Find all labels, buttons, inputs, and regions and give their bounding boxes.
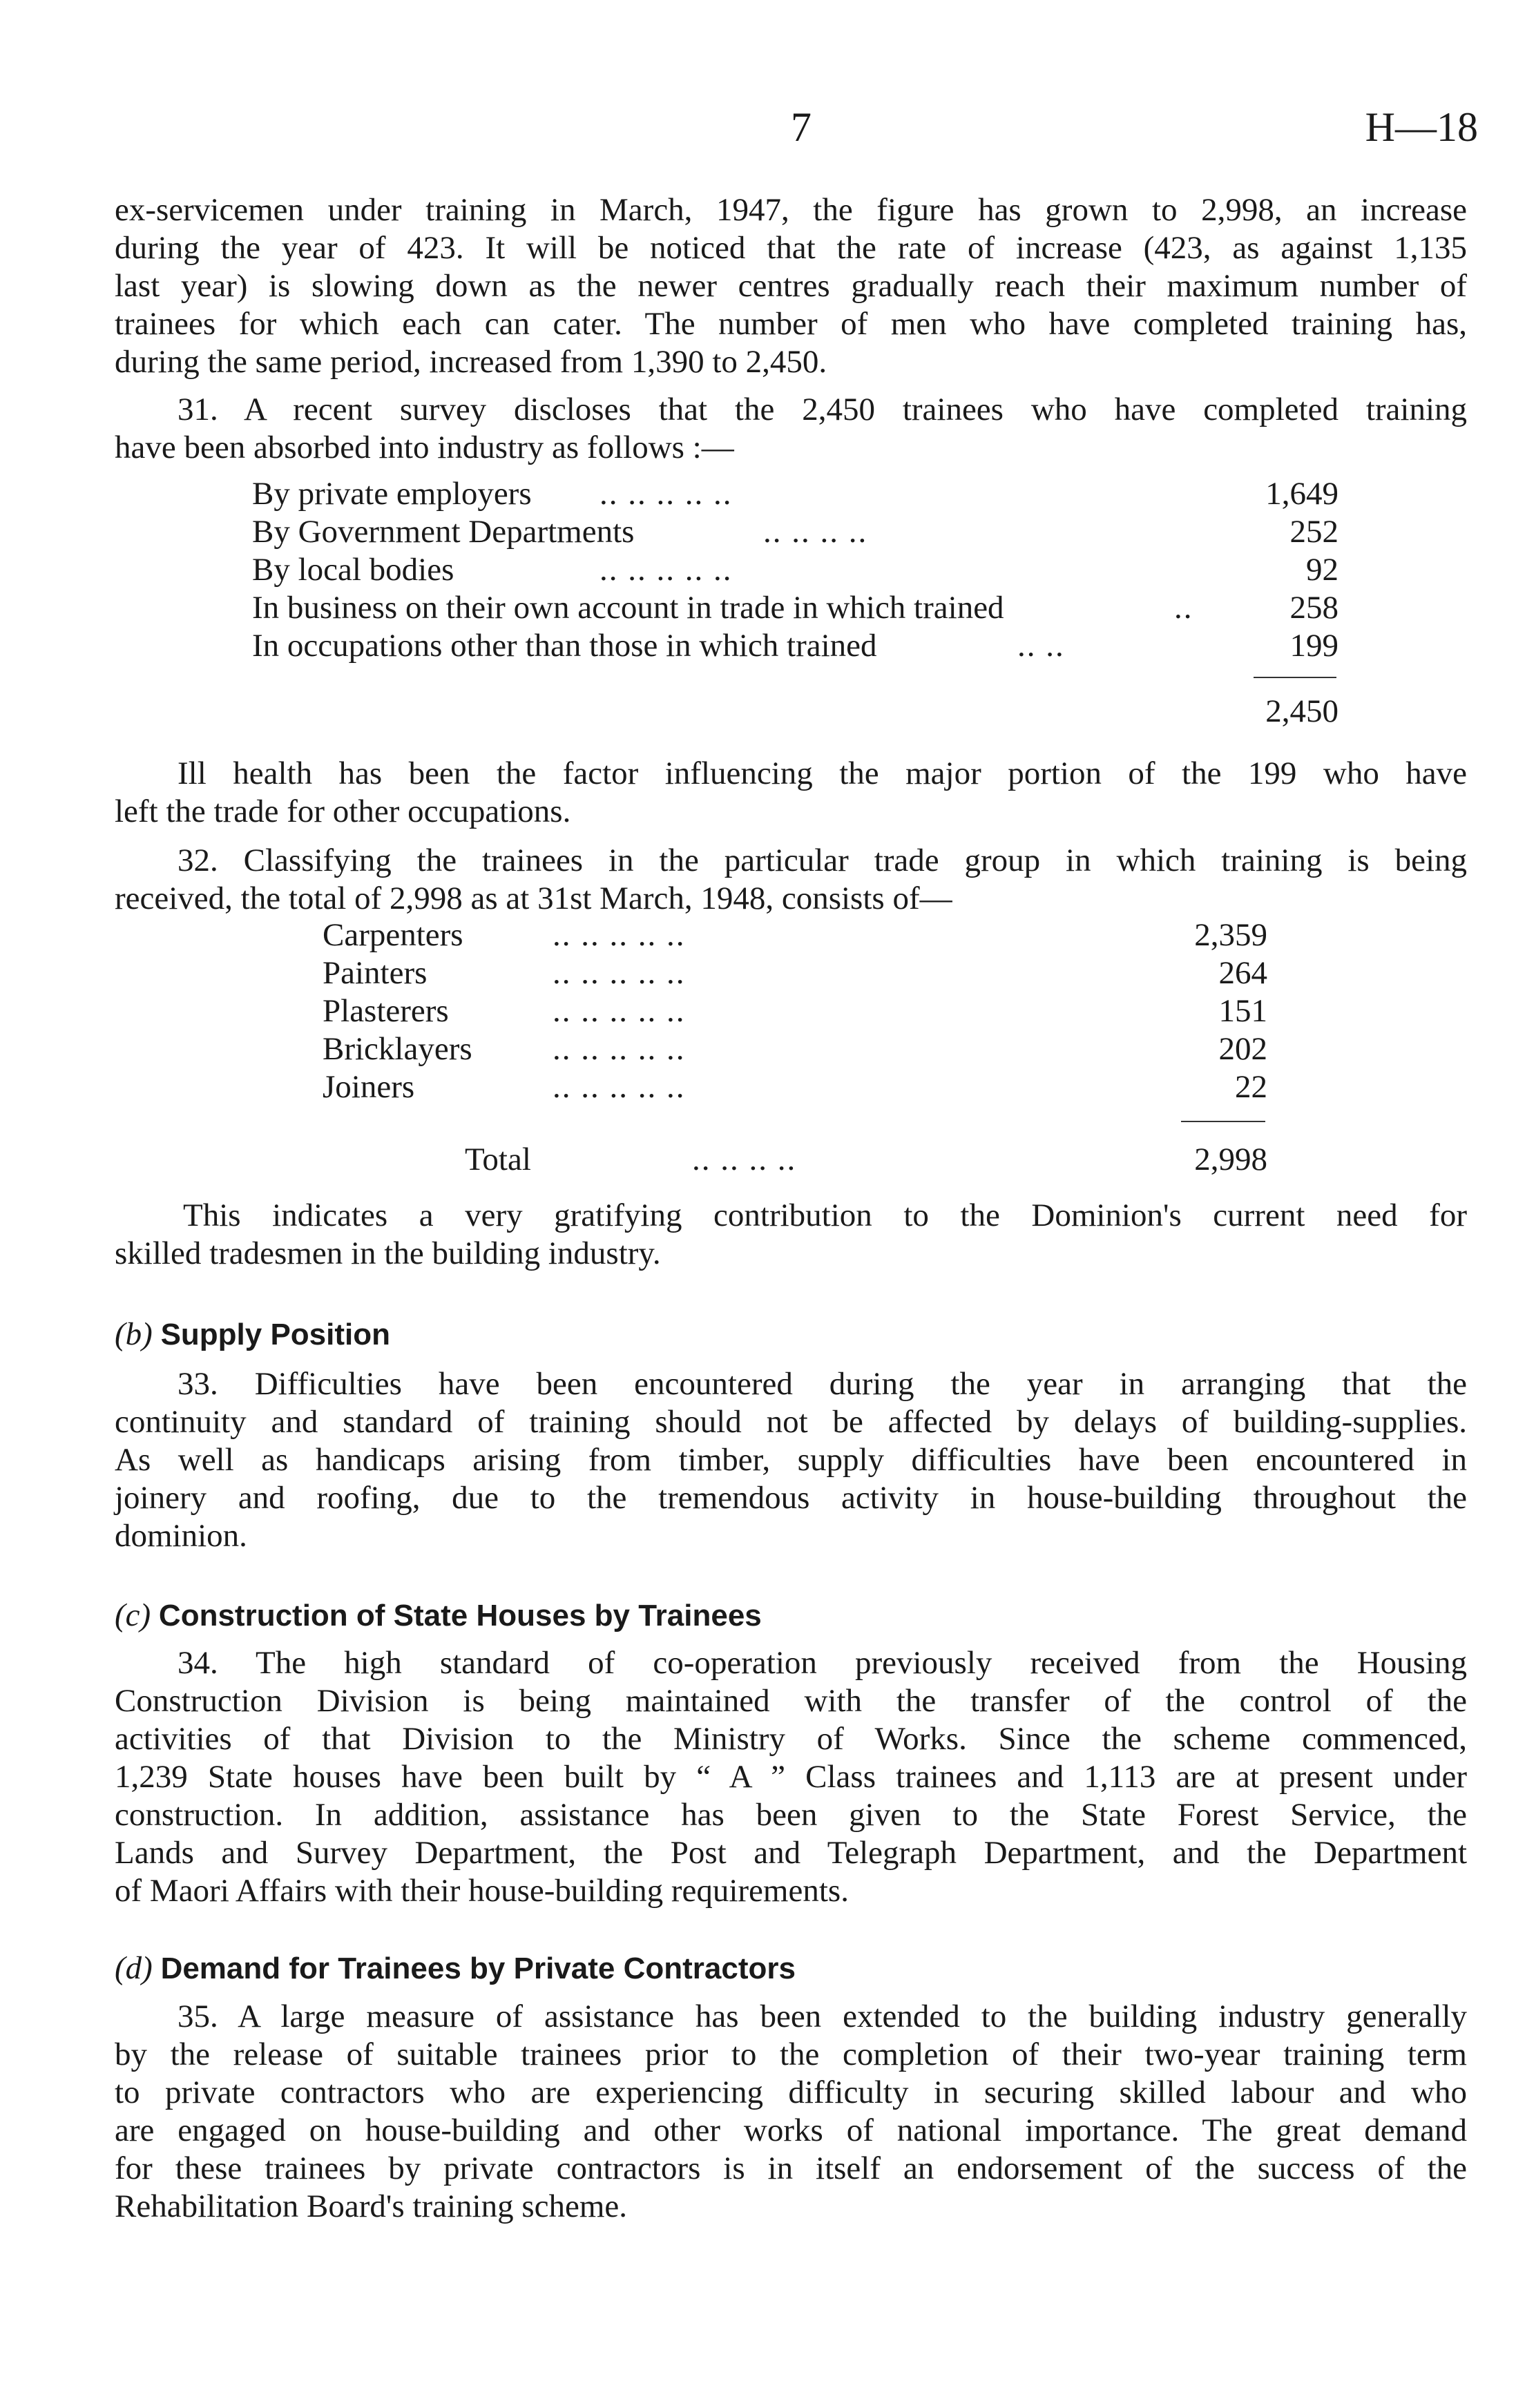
text-line: Rehabilitation Board's training scheme. (115, 2188, 628, 2224)
row-label: Bricklayers (323, 1031, 472, 1067)
text-line: received, the total of 2,998 as at 31st March, 1948, consists of— (115, 880, 952, 916)
row-value: 22 (1235, 1069, 1267, 1105)
page-number: 7 (791, 104, 812, 150)
row-value: 258 (1289, 590, 1339, 626)
text-line: have been absorbed into industry as follows :— (115, 430, 734, 465)
row-dots: .. (1174, 590, 1193, 626)
section-title: Demand for Trainees by Private Contractors (160, 1952, 796, 1985)
section-letter: (b) (115, 1316, 153, 1352)
section-title: Supply Position (160, 1318, 391, 1351)
section-heading-state-houses (115, 1597, 762, 1635)
text-line: Lands and Survey Department, the Post and Telegraph Department, and the Department (115, 1835, 1467, 1871)
row-dots: .. .. .. .. .. (553, 917, 686, 953)
row-dots: .. .. .. .. .. (553, 1069, 686, 1105)
row-value: 2,359 (1194, 917, 1267, 953)
row-label: In business on their own account in trade in which trained (252, 590, 1004, 626)
text-line: This indicates a very gratifying contribution to the Dominion's current need for (183, 1197, 1467, 1233)
row-dots: .. .. .. .. .. (553, 955, 686, 991)
row-label: By private employers (252, 476, 532, 512)
total-dots: .. .. .. .. (692, 1142, 797, 1177)
section-letter: (d) (115, 1950, 153, 1986)
section-heading-supply-position (115, 1316, 390, 1354)
row-value: 92 (1306, 552, 1339, 588)
text-line: Ill health has been the factor influencing the major portion of the 199 who have (177, 755, 1467, 791)
row-dots: .. .. .. .. .. (599, 552, 733, 588)
text-line: during the same period, increased from 1,390 to 2,450. (115, 344, 827, 380)
section-title: Construction of State Houses by Trainees (158, 1599, 762, 1632)
text-line: continuity and standard of training should not be affected by delays of building-supplies. (115, 1404, 1467, 1440)
row-value: 199 (1289, 628, 1339, 664)
row-label: By Government Departments (252, 514, 635, 550)
text-line: joinery and roofing, due to the tremendous activity in house-building throughout the (115, 1480, 1467, 1516)
text-line: to private contractors who are experiencing difficulty in securing skilled labour and who (115, 2074, 1467, 2110)
text-line: Construction Division is being maintained with the transfer of the control of the (115, 1683, 1467, 1719)
row-label: In occupations other than those in which trained (252, 628, 877, 664)
text-line: of Maori Affairs with their house-building requirements. (115, 1873, 849, 1909)
total-label: Total (465, 1142, 531, 1177)
document-code: H—18 (1365, 104, 1478, 150)
row-dots: .. .. .. .. .. (553, 1031, 686, 1067)
row-label: Joiners (323, 1069, 415, 1105)
sum-rule (1181, 1121, 1265, 1122)
row-value: 264 (1218, 955, 1267, 991)
text-line: activities of that Division to the Ministry of Works. Since the scheme commenced, (115, 1721, 1467, 1757)
text-line: are engaged on house-building and other works of national importance. The great demand (115, 2112, 1467, 2148)
row-value: 252 (1289, 514, 1339, 550)
text-line: 32. Classifying the trainees in the particular trade group in which training is being (177, 842, 1467, 878)
text-line: dominion. (115, 1518, 247, 1554)
text-line: for these trainees by private contractors is in itself an endorsement of the success of the (115, 2150, 1467, 2186)
row-label: Painters (323, 955, 428, 991)
text-line: last year) is slowing down as the newer centres gradually reach their maximum number of (115, 268, 1467, 304)
text-line: As well as handicaps arising from timber, supply difficulties have been encountered in (115, 1442, 1467, 1478)
text-line: trainees for which each can cater. The number of men who have completed training has, (115, 306, 1467, 342)
text-line: 33. Difficulties have been encountered during the year in arranging that the (177, 1366, 1467, 1402)
row-label: Carpenters (323, 917, 463, 953)
row-value: 1,649 (1265, 476, 1339, 512)
text-line: during the year of 423. It will be noticed that the rate of increase (423, as against 1,135 (115, 230, 1467, 266)
text-line: 34. The high standard of co-operation previously received from the Housing (177, 1645, 1467, 1681)
total-value: 2,450 (1265, 693, 1339, 729)
text-line: 1,239 State houses have been built by “ A ” Class trainees and 1,113 are at present under (115, 1759, 1467, 1795)
row-dots: .. .. (1017, 628, 1065, 664)
text-line: skilled tradesmen in the building industry. (115, 1235, 661, 1271)
text-line: construction. In addition, assistance has been given to the State Forest Service, the (115, 1797, 1467, 1833)
section-letter: (c) (115, 1597, 151, 1633)
text-line: by the release of suitable trainees prior to the completion of their two-year training term (115, 2036, 1467, 2072)
row-label: By local bodies (252, 552, 454, 588)
row-dots: .. .. .. .. .. (599, 476, 733, 512)
row-dots: .. .. .. .. (763, 514, 868, 550)
total-value: 2,998 (1194, 1142, 1267, 1177)
section-heading-private-contractors (115, 1949, 796, 1987)
text-line: 35. A large measure of assistance has been extended to the building industry generally (177, 1998, 1467, 2034)
row-label: Plasterers (323, 993, 449, 1029)
text-line: ex-servicemen under training in March, 1947, the figure has grown to 2,998, an increase (115, 192, 1467, 228)
text-line: 31. A recent survey discloses that the 2,450 trainees who have completed training (177, 392, 1467, 427)
row-dots: .. .. .. .. .. (553, 993, 686, 1029)
sum-rule (1254, 677, 1336, 678)
text-line: left the trade for other occupations. (115, 793, 571, 829)
row-value: 151 (1218, 993, 1267, 1029)
row-value: 202 (1218, 1031, 1267, 1067)
